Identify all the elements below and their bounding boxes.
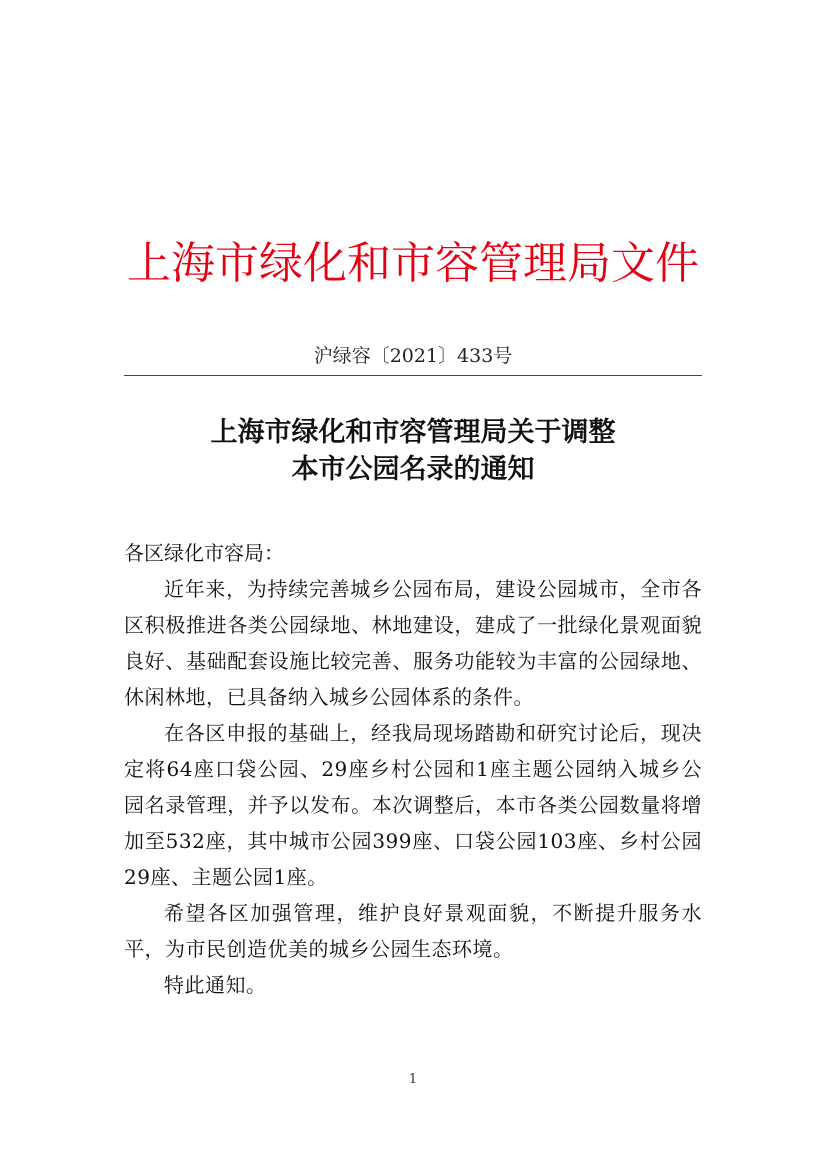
red-divider-line (124, 375, 702, 376)
body-paragraph-1: 近年来，为持续完善城乡公园布局，建设公园城市，全市各区积极推进各类公园绿地、林地建设，建成了一批绿化景观面貌良好、基础配套设施比较完善、服务功能较为丰富的公园绿地、休闲林地，已具备纳入城乡公园体系的条件。 (124, 577, 702, 709)
document-body (124, 535, 702, 1003)
document-masthead: 上海市绿化和市容管理局文件 (127, 238, 699, 289)
document-title (0, 414, 826, 488)
body-paragraph-3: 希望各区加强管理，维护良好景观面貌，不断提升服务水平，为市民创造优美的城乡公园生态环境。 (124, 901, 702, 961)
document-title-line-2: 本市公园名录的通知 (291, 454, 535, 485)
page-number: 1 (408, 1072, 418, 1087)
body-paragraph-2: 在各区申报的基础上，经我局现场踏勘和研究讨论后，现决定将64座口袋公园、29座乡村公园和1座主题公园纳入城乡公园名录管理，并予以发布。本次调整后，本市各类公园数量将增加至532座，其中城市公园399座、口袋公园103座、乡村公园29座、主题公园1座。 (124, 721, 702, 889)
document-title-line-1: 上海市绿化和市容管理局关于调整 (210, 417, 616, 448)
salutation: 各区绿化市容局： (124, 541, 284, 565)
body-paragraph-closing: 特此通知。 (164, 973, 267, 997)
document-number: 沪绿容〔2021〕433号 (313, 345, 513, 367)
